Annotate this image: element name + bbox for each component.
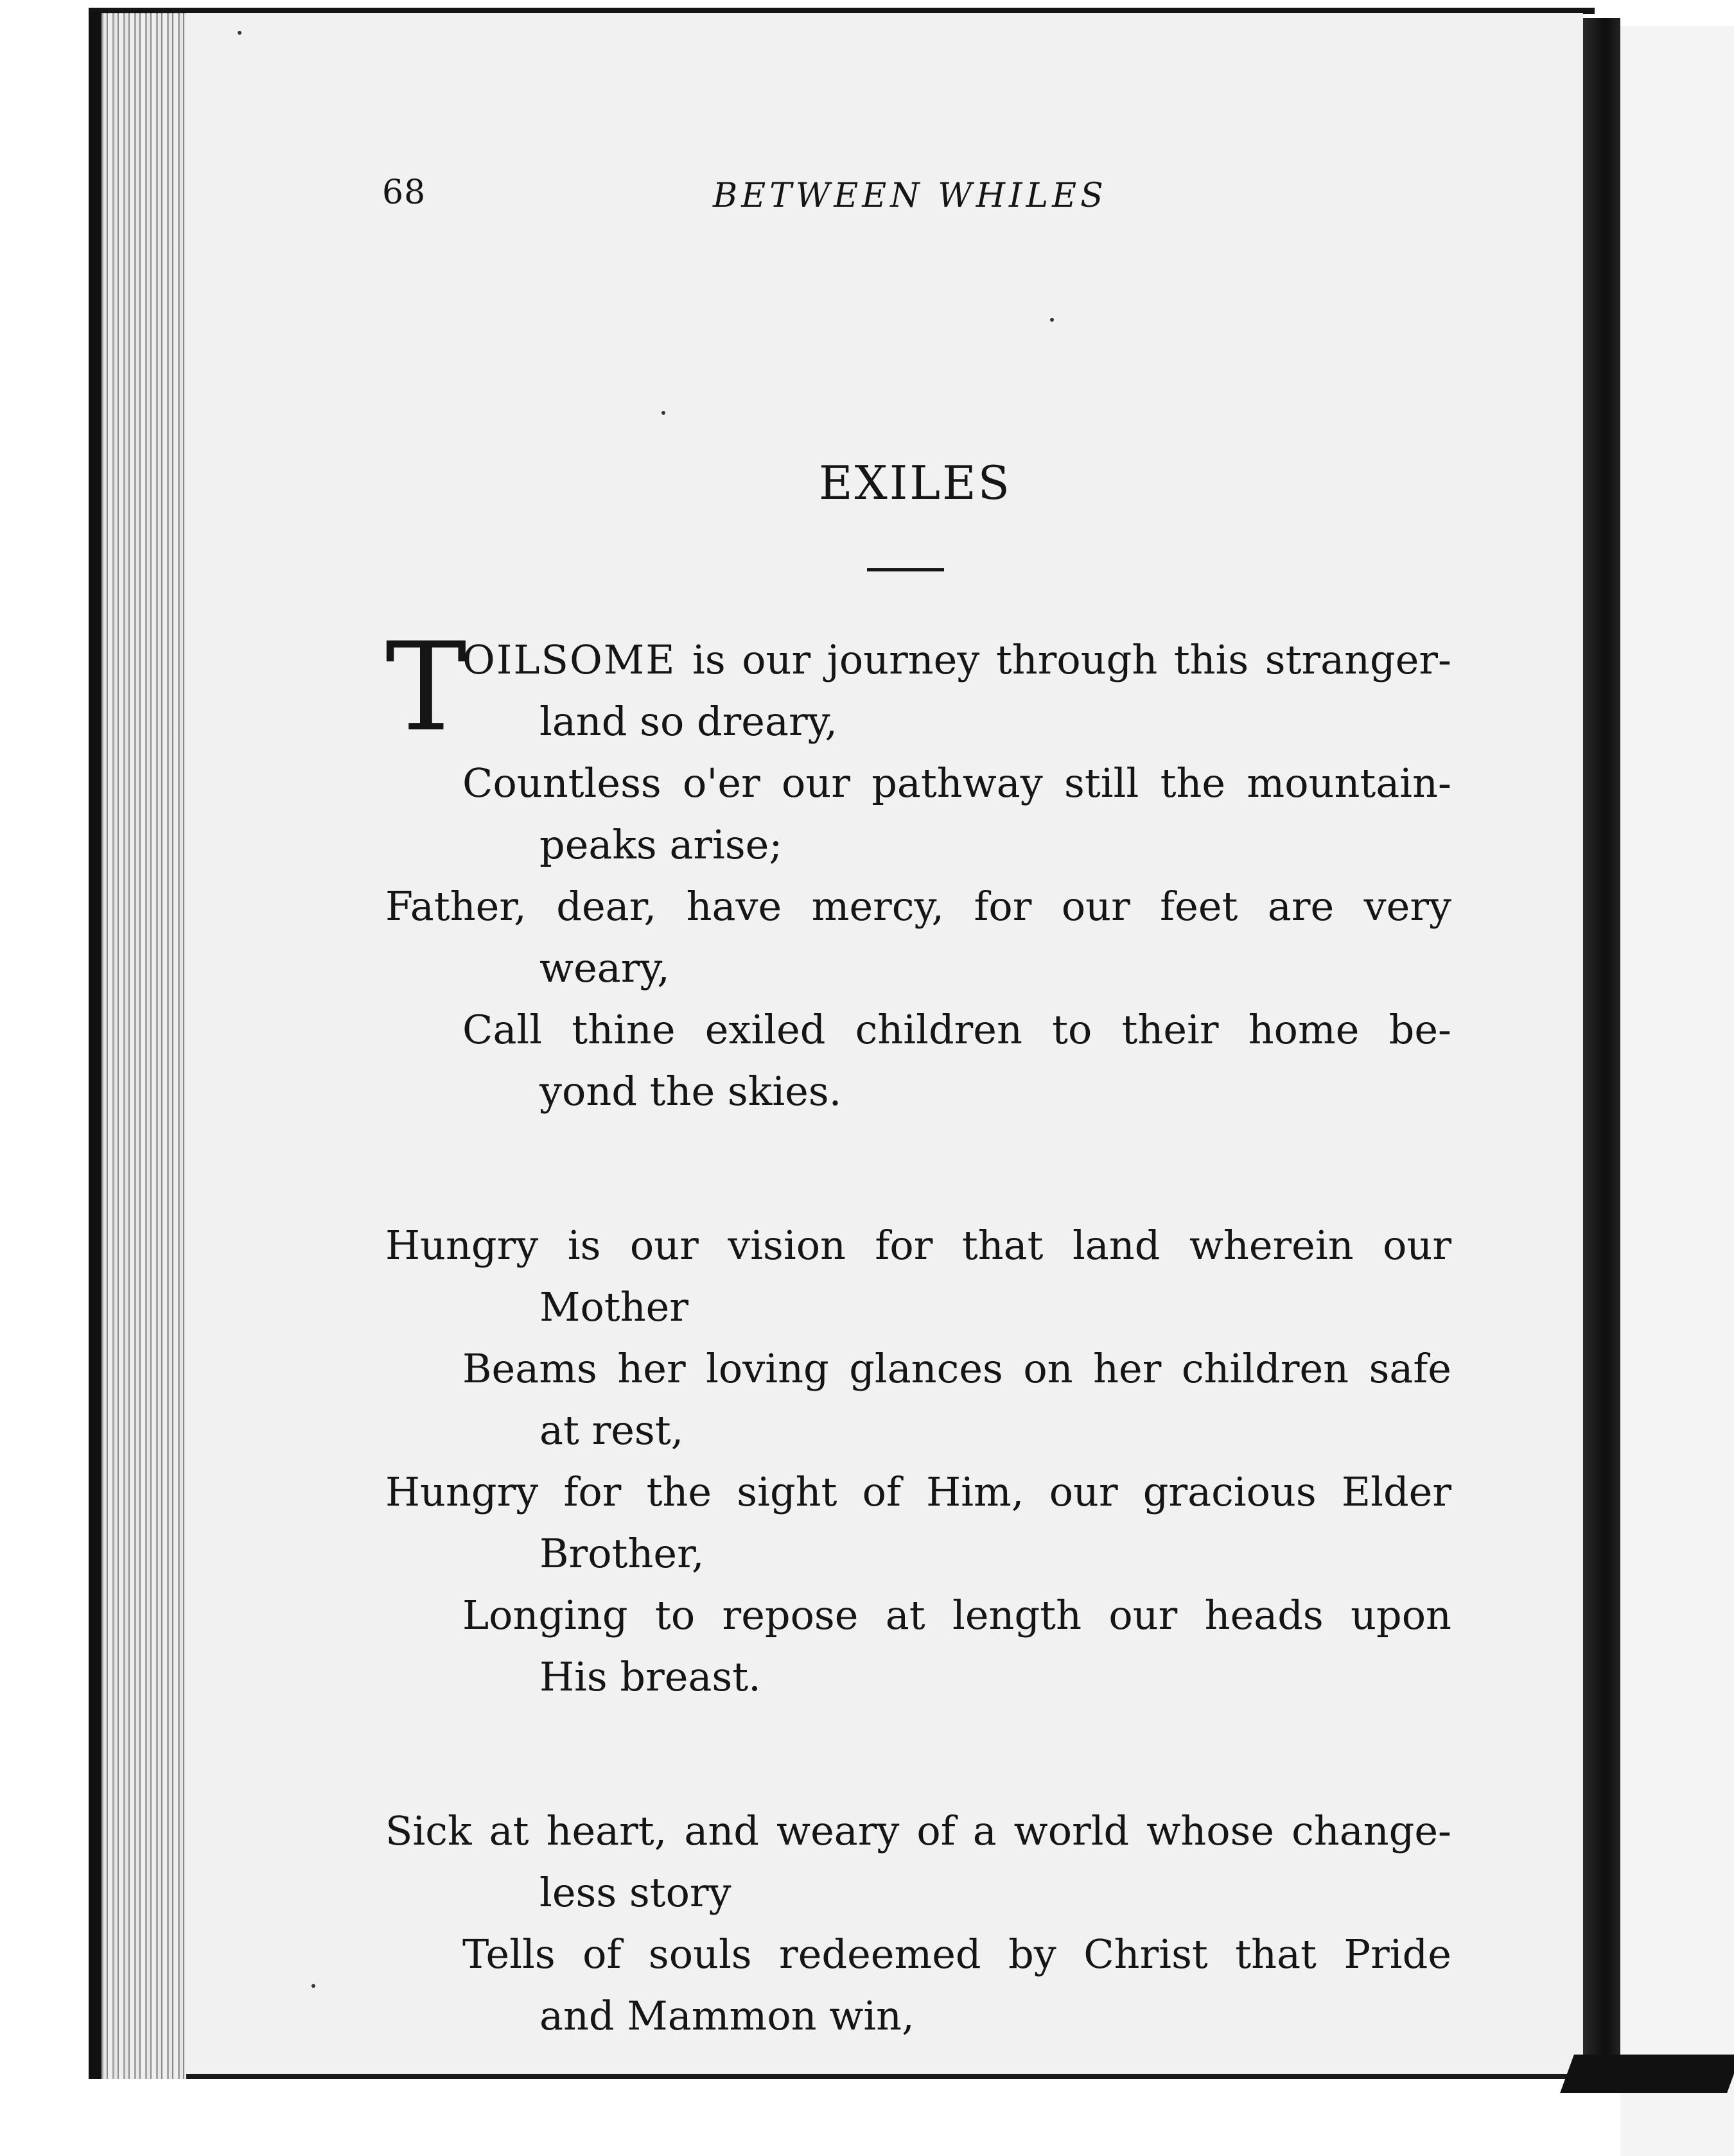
facing-page-edge [1620,26,1734,2156]
poem-body [385,616,1451,2139]
first-line-text [462,629,1451,691]
line-continuation: Brother, [539,1530,705,1577]
line-continuation: Mother [539,1283,688,1330]
line-continuation: at rest, [539,1407,684,1454]
stanza-3 [385,1800,1451,2047]
scan-speck [1050,318,1054,322]
line-continuation: land so dreary, [539,698,838,745]
line-continuation: weary, [539,944,670,991]
bottom-scan-shadow [1560,2055,1734,2093]
poem-line: Hungry is our vision for that land wherein our [385,1222,1451,1269]
line-continuation: His breast. [539,1653,761,1700]
drop-cap: T [385,616,467,758]
running-title: BETWEEN WHILES [713,177,1107,215]
scan-speck [238,31,241,35]
page-edge-stack [101,13,186,2079]
stanza-1 [385,616,1451,1122]
line-continuation: peaks arise; [539,821,783,868]
poem-line [385,616,1451,758]
poem-title: EXILES [819,456,1012,510]
poem-line: Father, dear, have mercy, for our feet are very [385,883,1451,930]
stanza-2 [385,1215,1451,1708]
title-rule [867,568,944,571]
poem-line: Sick at heart, and weary of a world whose change- [385,1807,1451,1854]
poem-line: Call thine exiled children to their home be- [462,1006,1451,1053]
first-word-rest: OILSOME [462,636,676,683]
poem-line: Tells of souls redeemed by Christ that Pride [462,1931,1451,1978]
poem-line: Longing to repose at length our heads upon [462,1592,1451,1639]
poem-line: Countless o'er our pathway still the mountain- [462,760,1451,806]
line-continuation: yond the skies. [539,1068,842,1115]
scan-speck [311,1984,315,1988]
line-continuation: and Mammon win, [539,1992,915,2039]
line-text: is our journey through this stranger- [676,636,1451,683]
poem-line: Hungry for the sight of Him, our gracious Elder [385,1468,1451,1515]
book-spine [1583,18,1620,2073]
line-continuation: less story [539,1869,731,1916]
scan-speck [661,411,665,415]
left-scan-bar [89,12,101,2079]
page-number: 68 [382,173,426,212]
poem-line: Beams her loving glances on her children safe [462,1345,1451,1392]
